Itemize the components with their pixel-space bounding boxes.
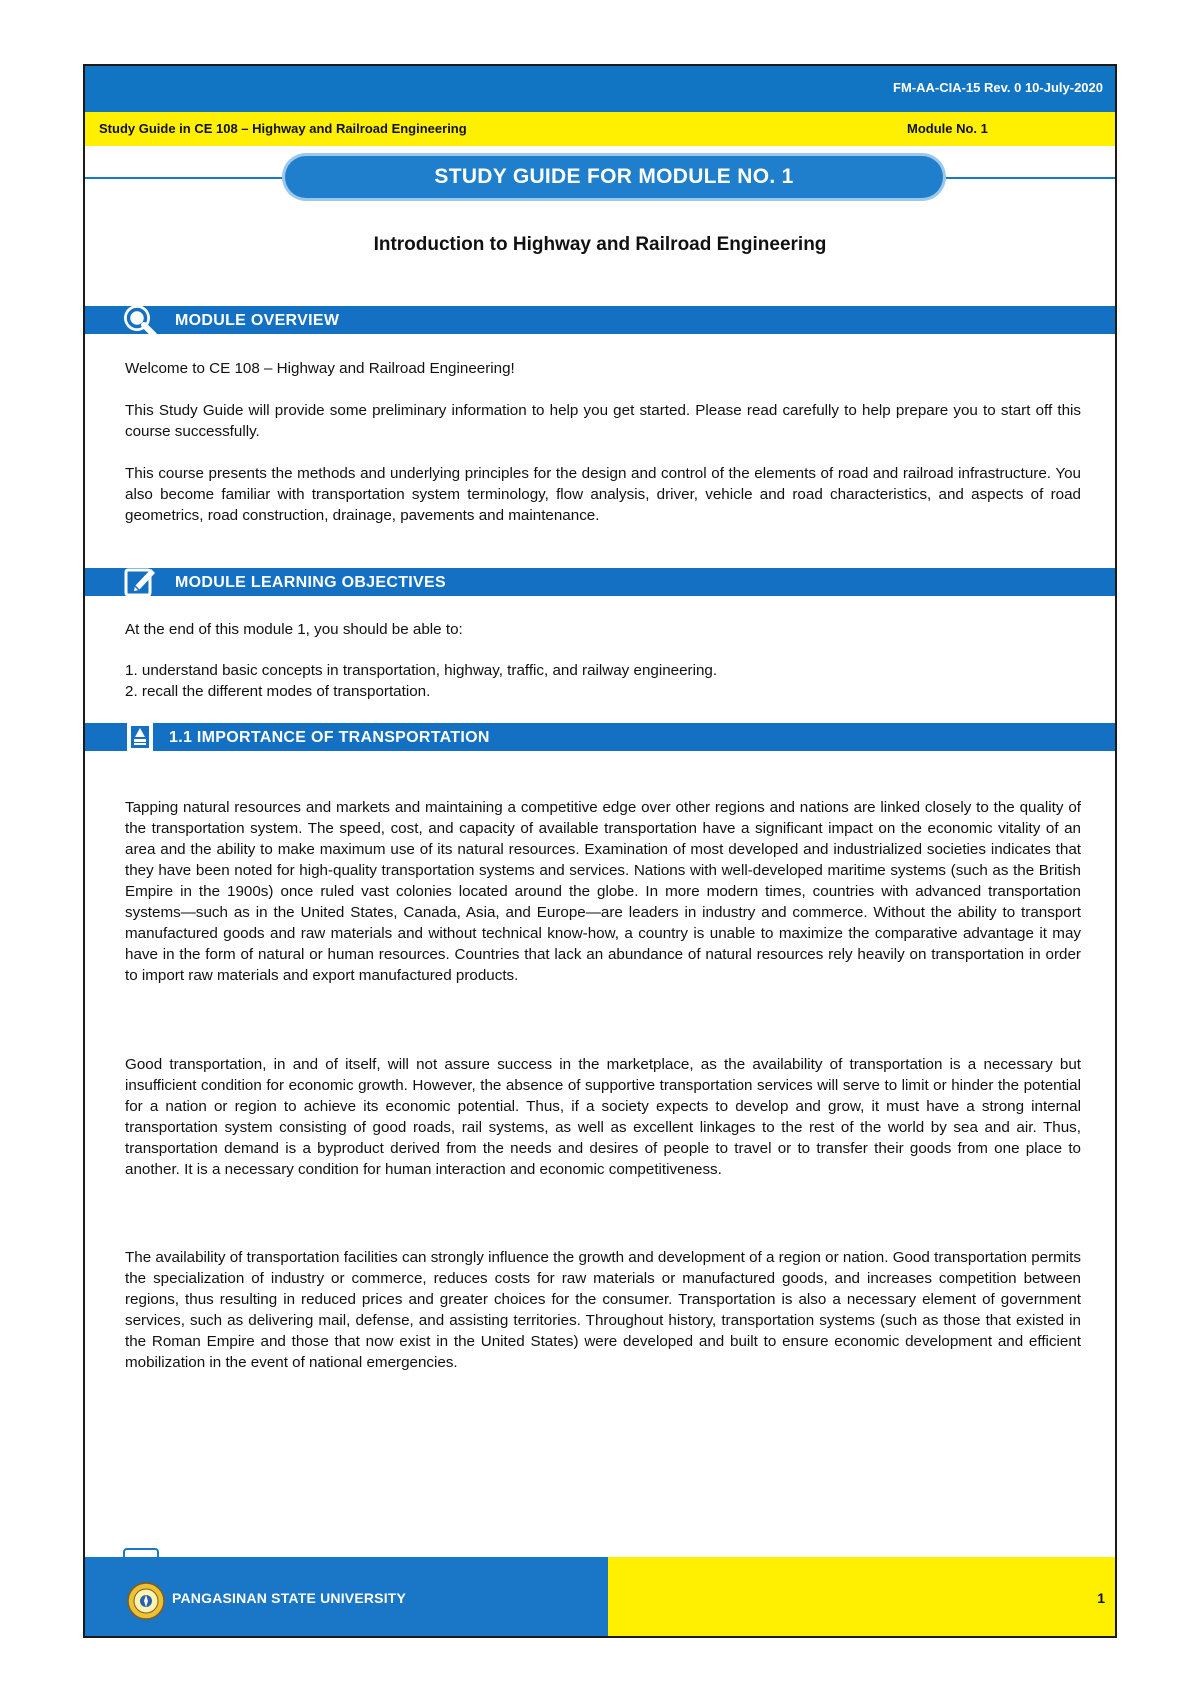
objectives-intro: At the end of this module 1, you should be able to:: [125, 621, 463, 638]
importance-paragraph: [125, 797, 1081, 986]
importance-paragraph: [125, 1054, 1081, 1180]
header-band: [85, 66, 1115, 112]
university-seal-icon: [127, 1582, 165, 1620]
section-heading: MODULE OVERVIEW: [175, 312, 340, 329]
form-code: FM-AA-CIA-15 Rev. 0 10-July-2020: [893, 80, 1103, 95]
study-guide-banner: STUDY GUIDE FOR MODULE NO. 1: [285, 156, 943, 198]
section-heading: 1.1 IMPORTANCE OF TRANSPORTATION: [169, 729, 490, 746]
pencil-icon: [121, 564, 159, 600]
overview-paragraph: Welcome to CE 108 – Highway and Railroad Engineering!: [125, 360, 515, 377]
page-number: 1: [1097, 1590, 1105, 1606]
university-name: PANGASINAN STATE UNIVERSITY: [172, 1590, 407, 1606]
overview-paragraph: This course presents the methods and underlying principles for the design and control of the elements of road and railroad infrastructure. You also become familiar with transportation system terminology, flow analysis, driver, vehicle and road characteristics, and aspects of road geometrics, road construction, drainage, pavements and maintenance.: [125, 465, 1081, 524]
document-icon: [121, 719, 159, 755]
module-number: Module No. 1: [907, 121, 988, 136]
paragraph-text: Good transportation, in and of itself, will not assure success in the marketplace, as the availability of transportation is a necessary but insufficient condition for economic growth. However, the absence of supportive transportation services will serve to limit or hinder the potential for a nation or region to achieve its economic potential. Thus, if a society expects to develop and grow, it must have a strong internal transportation system consisting of good roads, rail systems, as well as excellent linkages to the rest of the world by sea and air. Thus, transportation demand is a byproduct derived from the needs and desires of people to travel or to transfer their goods from one place to another. It is a necessary condition for human interaction and economic competitiveness.: [125, 1056, 1081, 1178]
document-title: Introduction to Highway and Railroad Engineering: [373, 234, 827, 255]
footer-university-band: [85, 1557, 608, 1638]
magnifier-icon: [121, 302, 159, 338]
section-heading: MODULE LEARNING OBJECTIVES: [175, 574, 446, 591]
section-overview-bar: [85, 306, 1115, 334]
section-importance-bar: [85, 723, 1115, 751]
section-objectives-bar: [85, 568, 1115, 596]
footer-page-band: [608, 1557, 1117, 1638]
paragraph-text: The availability of transportation facilities can strongly influence the growth and development of a region or nation. Good transportation permits the specialization of industry or commerce, reduces costs for raw materials or manufactured goods, and increases competition between regions, thus resulting in reduced prices and greater choices for the consumer. Transportation is also a necessary element of government services, such as delivering mail, defense, and assisting territories. Throughout history, transportation systems (such as those that existed in the Roman Empire and those that now exist in the United States) were developed and built to ensure economic development and efficient mobilization in the event of national emergencies.: [125, 1249, 1081, 1371]
course-title: Study Guide in CE 108 – Highway and Railroad Engineering: [99, 121, 467, 136]
importance-paragraph: [125, 1247, 1081, 1373]
page: [83, 64, 1117, 1638]
objective-item: 2. recall the different modes of transportation.: [125, 683, 431, 700]
overview-paragraph: This Study Guide will provide some preliminary information to help you get started. Please read carefully to help prepare you to start off this course successfully.: [125, 402, 1081, 440]
paragraph-text: Tapping natural resources and markets and maintaining a competitive edge over other regions and nations are linked closely to the quality of the transportation system. The speed, cost, and capacity of available transportation have a significant impact on the economic vitality of an area and the ability to make maximum use of its natural resources. Examination of most developed and industrialized societies indicates that they have been noted for high-quality transportation systems and services. Nations with well-developed maritime systems (such as the British Empire in the 1900s) once ruled vast colonies located around the globe. In more modern times, countries with advanced transportation systems—such as in the United States, Canada, Asia, and Europe—are leaders in industry and commerce. Without the ability to transport manufactured goods and raw materials and without technical know-how, a country is unable to maximize the comparative advantage it may have in the form of natural or human resources. Countries that lack an abundance of natural resources rely heavily on transportation in order to import raw materials and export manufactured products.: [125, 799, 1081, 984]
objective-item: 1. understand basic concepts in transportation, highway, traffic, and railway engineering.: [125, 662, 718, 679]
course-band: [85, 112, 1115, 146]
